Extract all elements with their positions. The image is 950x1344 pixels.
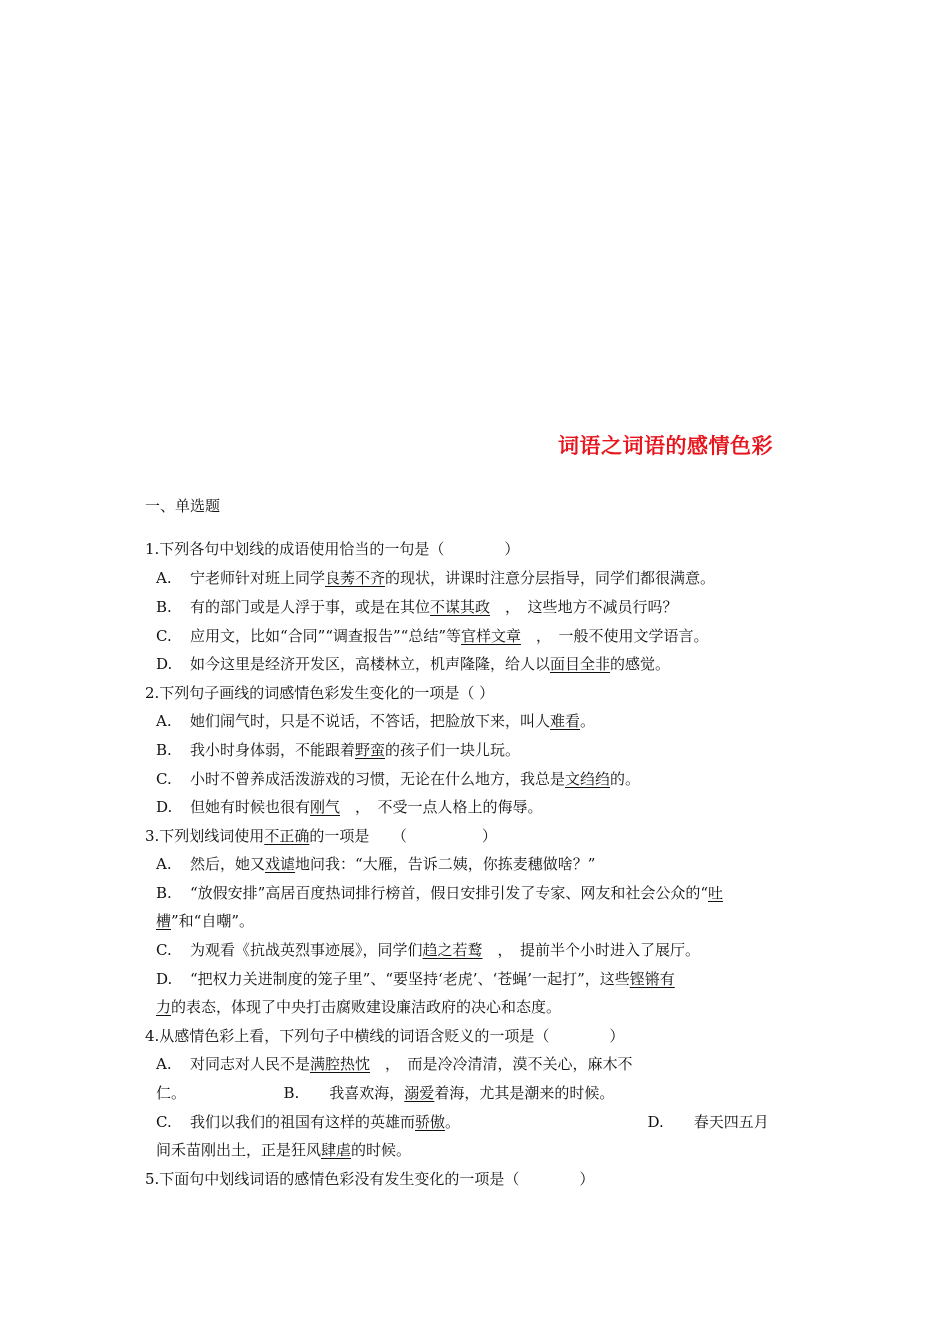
option-text: 宁老师针对班上同学 <box>190 569 326 587</box>
question-2-option-b <box>156 740 520 760</box>
option-text: 仁。 B. 我喜欢海， <box>156 1084 405 1102</box>
option-label: C. <box>156 1113 172 1131</box>
option-label: A. <box>156 712 172 730</box>
option-text: 的表态，体现了中央打击腐败建设廉洁政府的决心和态度。 <box>171 998 562 1016</box>
underlined-term: 面目全非 <box>550 655 611 673</box>
option-label: D. <box>156 970 173 988</box>
option-text: ”和“自嘲”。 <box>171 912 255 930</box>
option-text: 的。 <box>610 770 641 788</box>
question-1-option-d <box>156 654 670 674</box>
option-text: “把权力关进制度的笼子里”、“要坚持‘老虎’、‘苍蝇’一起打”，这些 <box>190 970 630 988</box>
option-text: ， 不受一点人格上的侮辱。 <box>340 798 543 816</box>
option-text: 着海，尤其是潮来的时候。 <box>434 1084 615 1102</box>
option-text: 如今这里是经济开发区，高楼林立，机声隆隆，给人以 <box>190 655 551 673</box>
question-1-stem: 1.下列各句中划线的成语使用恰当的一句是（ ） <box>145 540 520 558</box>
option-label: B. <box>156 598 172 616</box>
question-3-stem <box>145 826 497 846</box>
option-text: 我小时身体弱，不能跟着 <box>190 741 356 759</box>
underlined-term: 肆虐 <box>321 1141 352 1159</box>
option-text: 为观看《抗战英烈事迹展》，同学们 <box>190 941 423 959</box>
option-label: D. <box>156 798 173 816</box>
option-label: C. <box>156 941 172 959</box>
question-1-option-a <box>156 568 715 588</box>
option-text: 小时不曾养成活泼游戏的习惯，无论在什么地方，我总是 <box>190 770 566 788</box>
underlined-term: 力 <box>156 998 172 1016</box>
option-label: B. <box>156 741 172 759</box>
underlined-term: 难看 <box>550 712 581 730</box>
underlined-term: 吐 <box>708 884 724 902</box>
option-text: “放假安排”高居百度热词排行榜首，假日安排引发了专家、网友和社会公众的“ <box>190 884 709 902</box>
option-label: A. <box>156 1055 172 1073</box>
option-text: ， 这些地方不减员行吗？ <box>490 598 678 616</box>
option-label: A. <box>156 569 172 587</box>
stem-text: 的一项是 （ ） <box>309 827 497 845</box>
question-3-option-d-continued <box>156 997 561 1017</box>
underlined-term: 刚气 <box>310 798 341 816</box>
option-text: ， 一般不使用文学语言。 <box>521 627 709 645</box>
option-text: 对同志对人民不是 <box>190 1055 311 1073</box>
underlined-term: 不谋其政 <box>430 598 491 616</box>
question-3-option-a <box>156 854 595 874</box>
underlined-term: 铿锵有 <box>629 970 675 988</box>
option-text: 有的部门或是人浮于事，或是在其位 <box>190 598 431 616</box>
underlined-term: 官样文章 <box>461 627 522 645</box>
question-2-option-c <box>156 769 640 789</box>
underlined-term: 文绉绉 <box>565 770 611 788</box>
option-text: 应用文，比如“合同”“调查报告”“总结”等 <box>190 627 462 645</box>
option-text: 我们以我们的祖国有这样的英雄而 <box>190 1113 416 1131</box>
option-text: 间禾苗刚出土，正是狂风 <box>156 1141 322 1159</box>
option-text: 的现状，讲课时注意分层指导，同学们都很满意。 <box>385 569 716 587</box>
option-text: 。 <box>580 712 596 730</box>
question-4-option-d-continued <box>156 1140 411 1160</box>
option-label: C. <box>156 770 172 788</box>
option-label: C. <box>156 627 172 645</box>
question-5-stem: 5.下面句中划线词语的感情色彩没有发生变化的一项是（ ） <box>145 1170 595 1188</box>
underlined-term: 骄傲 <box>415 1113 446 1131</box>
option-text: 。 D. 春天四五月 <box>445 1113 769 1131</box>
question-4-option-b-line <box>156 1083 614 1103</box>
question-3-option-b-continued <box>156 911 254 931</box>
option-text: 的感觉。 <box>610 655 671 673</box>
option-text: 地问我：“大雁，告诉二姨，你拣麦穗做啥？” <box>295 855 596 873</box>
underlined-term: 戏谑 <box>265 855 296 873</box>
option-label: A. <box>156 855 172 873</box>
underlined-term: 满腔热忱 <box>310 1055 371 1073</box>
option-label: D. <box>156 655 173 673</box>
underlined-term: 溺爱 <box>404 1084 435 1102</box>
option-text: 她们闹气时，只是不说话，不答话，把脸放下来，叫人 <box>190 712 551 730</box>
option-label: B. <box>156 884 172 902</box>
question-3-option-b <box>156 883 723 903</box>
question-3-option-c <box>156 940 700 960</box>
underlined-term: 野蛮 <box>355 741 386 759</box>
option-text: 的时候。 <box>351 1141 412 1159</box>
document-title: 词语之词语的感情色彩 <box>558 434 773 458</box>
question-2-option-d <box>156 797 543 817</box>
option-text: 但她有时候也很有 <box>190 798 311 816</box>
question-4-option-c <box>156 1112 769 1132</box>
question-2-option-a <box>156 711 595 731</box>
underlined-term: 良莠不齐 <box>325 569 386 587</box>
question-4-stem: 4.从感情色彩上看，下列句子中横线的词语含贬义的一项是（ ） <box>145 1027 625 1045</box>
question-1-option-b <box>156 597 678 617</box>
option-text: 的孩子们一块儿玩。 <box>385 741 521 759</box>
option-text: ， 提前半个小时进入了展厅。 <box>482 941 701 959</box>
question-3-option-d <box>156 969 675 989</box>
section-heading: 一、单选题 <box>145 497 221 515</box>
question-4-option-a <box>156 1054 633 1074</box>
underlined-term: 不正确 <box>264 827 310 845</box>
option-text: 然后，她又 <box>190 855 266 873</box>
underlined-term: 槽 <box>156 912 172 930</box>
stem-text: 3.下列划线词使用 <box>145 827 265 845</box>
question-2-stem: 2.下列句子画线的词感情色彩发生变化的一项是（ ） <box>145 684 495 702</box>
underlined-term: 趋之若鹜 <box>422 941 483 959</box>
option-text: ， 而是冷冷清清，漠不关心，麻木不 <box>370 1055 633 1073</box>
question-1-option-c <box>156 626 709 646</box>
